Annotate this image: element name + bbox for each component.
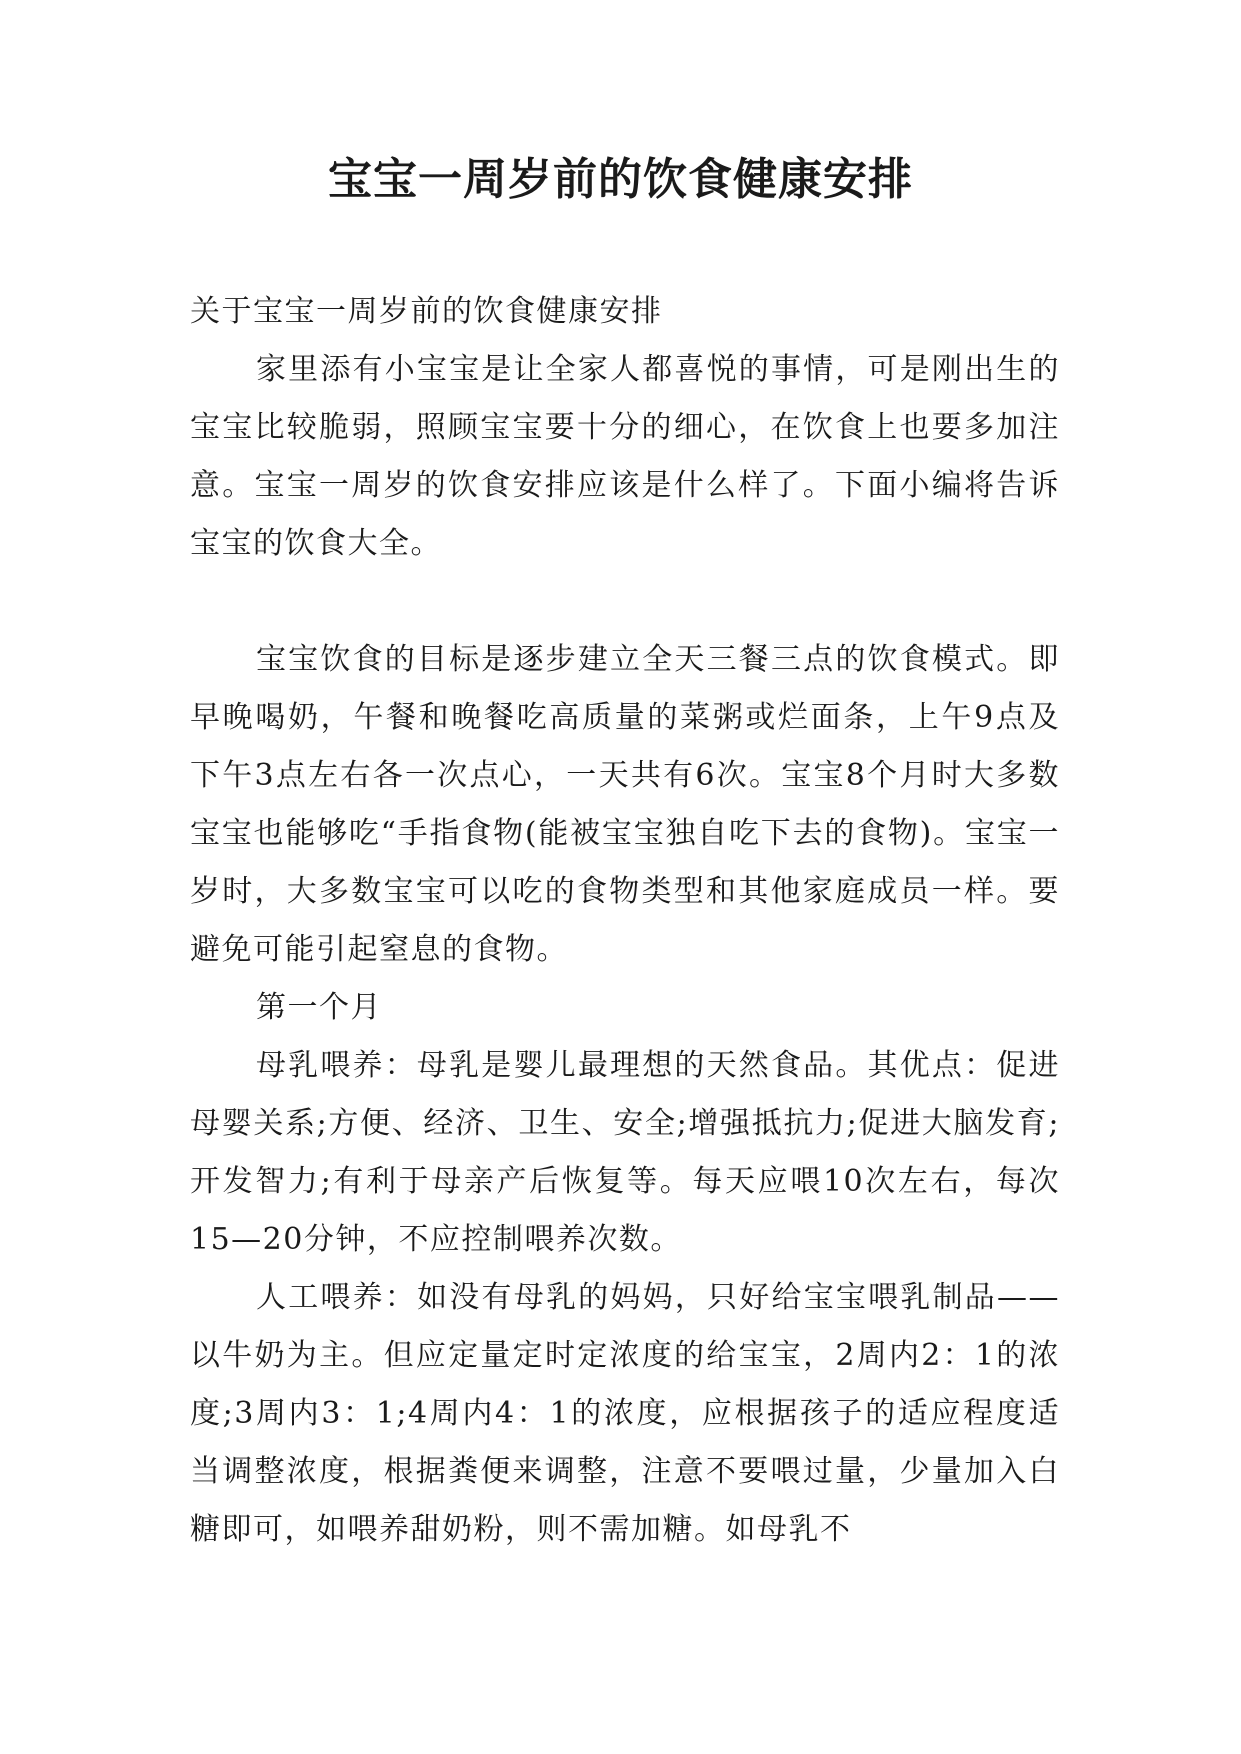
- paragraph-spacer: [190, 573, 1060, 631]
- diet-goal-paragraph: 宝宝饮食的目标是逐步建立全天三餐三点的饮食模式。即早晚喝奶，午餐和晚餐吃高质量的菜粥或烂面条，上午9点及下午3点左右各一次点心，一天共有6次。宝宝8个月时大多数宝宝也能够吃“手指食物(能被宝宝独自吃下去的食物)。宝宝一岁时，大多数宝宝可以吃的食物类型和其他家庭成员一样。要避免可能引起窒息的食物。: [190, 642, 1060, 967]
- section-heading-first-month: 第一个月: [256, 990, 382, 1025]
- formula-feeding-paragraph: 人工喂养：如没有母乳的妈妈，只好给宝宝喂乳制品——以牛奶为主。但应定量定时定浓度的给宝宝，2周内2：1的浓度;3周内3：1;4周内4：1的浓度，应根据孩子的适应程度适当调整浓度，根据粪便来调整，注意不要喂过量，少量加入白糖即可，如喂养甜奶粉，则不需加糖。如母乳不: [190, 1280, 1060, 1547]
- document-body: [190, 283, 1060, 1559]
- breastfeeding-paragraph: 母乳喂养：母乳是婴儿最理想的天然食品。其优点：促进母婴关系;方便、经济、卫生、安全;增强抵抗力;促进大脑发育;开发智力;有利于母亲产后恢复等。每天应喂10次左右，每次15—20分钟，不应控制喂养次数。: [190, 1048, 1060, 1257]
- intro-paragraph: 家里添有小宝宝是让全家人都喜悦的事情，可是刚出生的宝宝比较脆弱，照顾宝宝要十分的细心，在饮食上也要多加注意。宝宝一周岁的饮食安排应该是什么样了。下面小编将告诉宝宝的饮食大全。: [190, 352, 1060, 561]
- document-title: 宝宝一周岁前的饮食健康安排: [328, 154, 913, 205]
- intro-heading-paragraph: 关于宝宝一周岁前的饮食健康安排: [190, 294, 663, 329]
